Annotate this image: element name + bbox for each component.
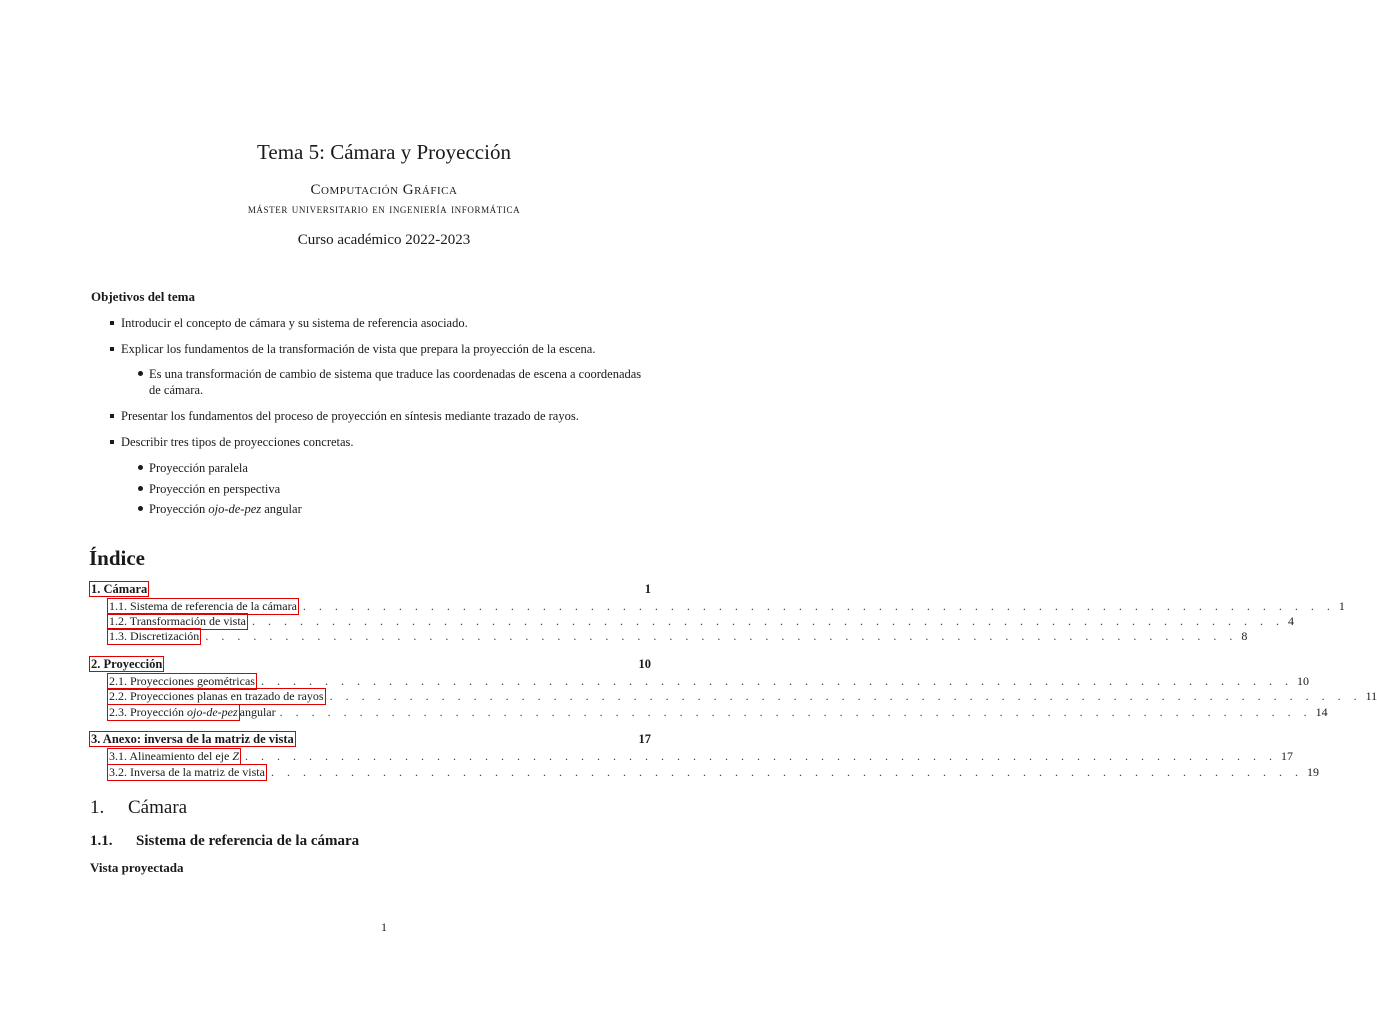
objective-subbullet: Proyección en perspectiva	[149, 481, 684, 497]
objectives-heading: Objetivos del tema	[91, 289, 195, 304]
toc-entry-camara[interactable]	[89, 582, 651, 597]
document-title: Tema 5: Cámara y Proyección	[257, 140, 511, 164]
emphasis-text: ojo-de-pez	[186, 705, 238, 719]
toc-link[interactable]: 2.2. Proyecciones planas en trazado de rayos	[109, 689, 324, 703]
subbullet-line: Es una transformación de cambio de sistema que traduce las coordenadas de escena a coordenadas	[149, 367, 642, 381]
subsection-heading	[90, 833, 359, 850]
toc-dots: . . . . . . . . . . . . . . . . . . . . . . . . . . . . . . . . . . . . . . . . . . . . . . . . . . . . . . . . . . . . . . . . .	[252, 614, 1284, 628]
toc-page: 4	[1288, 614, 1294, 628]
toc-dots: . . . . . . . . . . . . . . . . . . . . . . . . . . . . . . . . . . . . . . . . . . . . . . . . . . . . . . . . . . . . . . . . .	[270, 765, 1303, 779]
objective-subbullet: Proyección paralela	[149, 460, 684, 476]
toc-page: 10	[1296, 674, 1309, 688]
toc-page: 1	[1338, 599, 1345, 613]
toc-dots: . . . . . . . . . . . . . . . . . . . . . . . . . . . . . . . . . . . . . . . . . . . . . . . . . . . . . . . . . . . . . . . . .	[329, 689, 1362, 703]
text-run: angular	[261, 502, 302, 516]
objective-subbullet	[149, 501, 684, 517]
toc-entry-discretizacion[interactable]	[107, 628, 1248, 645]
text-run: angular	[239, 705, 276, 719]
toc-link[interactable]: 1.3. Discretización	[109, 629, 200, 643]
toc-page: 17	[1281, 749, 1293, 763]
master-name: máster universitario en ingeniería informática	[247, 201, 521, 216]
emphasis-text: ojo-de-pez	[208, 502, 262, 516]
section-title: Cámara	[128, 797, 188, 818]
toc-link[interactable]: 3. Anexo: inversa de la matriz de vista	[91, 732, 294, 746]
text-run: 3.1. Alineamiento del eje	[109, 749, 233, 763]
objective-bullet: Presentar los fundamentos del proceso de proyección en síntesis mediante trazado de rayos.	[121, 408, 681, 424]
page-number: 1	[381, 920, 387, 934]
toc-link[interactable]: 2. Proyección	[91, 657, 163, 671]
text-run: Proyección	[149, 502, 209, 516]
toc-entry-anexo[interactable]	[89, 732, 651, 747]
toc-link[interactable]	[107, 748, 241, 765]
academic-year: Curso académico 2022-2023	[297, 232, 471, 248]
toc-dots: . . . . . . . . . . . . . . . . . . . . . . . . . . . . . . . . . . . . . . . . . . . . . . . . . . . . . . . . . . . . . . . . .	[260, 674, 1293, 688]
toc-page: 19	[1306, 765, 1319, 779]
text-run: 2.3. Proyección	[109, 705, 187, 719]
objective-bullet: Explicar los fundamentos de la transformación de vista que prepara la proyección de la escena.	[121, 341, 681, 357]
toc-page: 14	[1315, 705, 1328, 719]
toc-page: 8	[1241, 629, 1248, 643]
emphasis-text: Z	[232, 749, 239, 763]
subsection-number: 1.1.	[90, 833, 113, 849]
toc-link[interactable]: 1.2. Transformación de vista	[109, 614, 246, 628]
toc-page: 17	[638, 732, 651, 746]
subsection-title: Sistema de referencia de la cámara	[136, 833, 360, 849]
toc-dots: . . . . . . . . . . . . . . . . . . . . . . . . . . . . . . . . . . . . . . . . . . . . . . . . . . . . . . . . . . . . . . . . .	[245, 749, 1277, 763]
toc-dots: . . . . . . . . . . . . . . . . . . . . . . . . . . . . . . . . . . . . . . . . . . . . . . . . . . . . . . . . . . . . . . . . .	[279, 705, 1312, 719]
course-name: Computación Gráfica	[310, 182, 458, 198]
paragraph-heading: Vista proyectada	[90, 860, 184, 875]
toc-link[interactable]: 3.2. Inversa de la matriz de vista	[109, 765, 265, 779]
objective-bullet: Introducir el concepto de cámara y su sistema de referencia asociado.	[121, 315, 681, 331]
toc-page: 11	[1365, 689, 1377, 703]
section-number: 1.	[90, 797, 105, 818]
toc-entry-proyeccion[interactable]	[89, 657, 651, 672]
toc-entry-inversa[interactable]	[107, 764, 1319, 781]
toc-link[interactable]: 1. Cámara	[91, 582, 148, 596]
toc-entry-proyecciones-planas[interactable]	[107, 688, 1377, 705]
subbullet-line: de cámara.	[149, 383, 204, 397]
objective-bullet: Describir tres tipos de proyecciones concretas.	[121, 434, 681, 450]
section-heading	[90, 797, 187, 819]
toc-link[interactable]	[107, 704, 240, 721]
toc-heading: Índice	[89, 546, 146, 570]
toc-page: 10	[638, 657, 651, 671]
toc-dots: . . . . . . . . . . . . . . . . . . . . . . . . . . . . . . . . . . . . . . . . . . . . . . . . . . . . . . . . . . . . . . . . .	[205, 629, 1238, 643]
toc-page: 1	[644, 582, 651, 596]
objective-subbullet	[149, 366, 684, 398]
toc-dots: . . . . . . . . . . . . . . . . . . . . . . . . . . . . . . . . . . . . . . . . . . . . . . . . . . . . . . . . . . . . . . . . .	[302, 599, 1335, 613]
toc-link[interactable]: 1.1. Sistema de referencia de la cámara	[109, 599, 297, 613]
toc-entry-ojo-de-pez[interactable]	[107, 704, 1328, 721]
toc-entry-alineamiento[interactable]	[107, 748, 1293, 765]
toc-link[interactable]: 2.1. Proyecciones geométricas	[109, 674, 255, 688]
